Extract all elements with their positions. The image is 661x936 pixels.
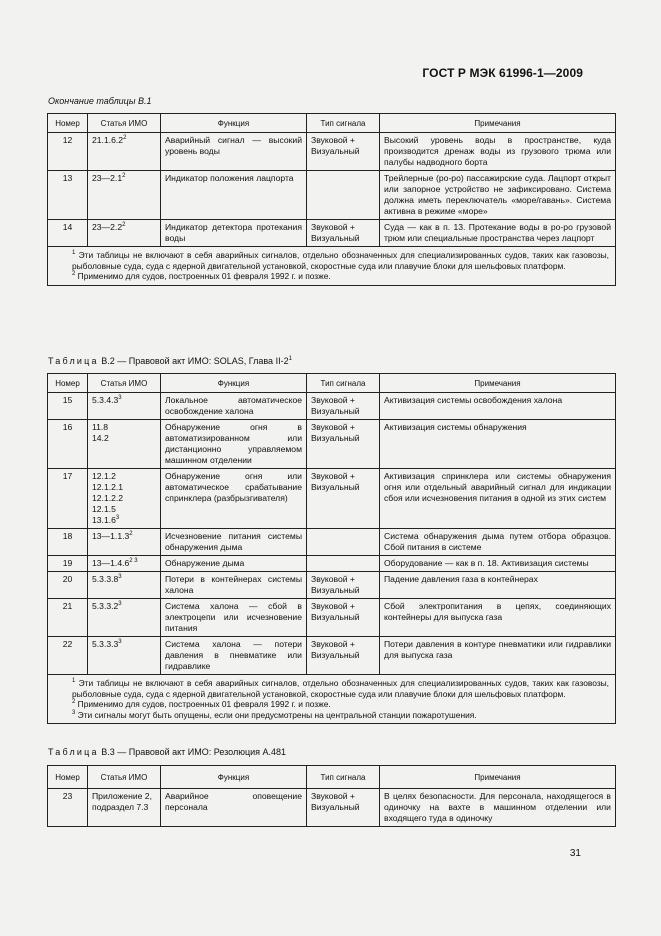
table-row (48, 529, 616, 556)
row-signal (307, 556, 380, 572)
row-signal: Звуковой + Визуальный (307, 393, 380, 420)
row-number: 15 (48, 393, 88, 420)
row-function: Обнаружение дыма (161, 556, 307, 572)
table-row (48, 393, 616, 420)
table-row (48, 599, 616, 637)
table-b3-caption: Таблица В.3 — Правовой акт ИМО: Резолюция А.481 (48, 747, 287, 757)
table-row (48, 420, 616, 469)
table-row (48, 789, 616, 827)
row-signal: Звуковой + Визуальный (307, 220, 380, 247)
table-b3 (47, 765, 616, 827)
row-signal: Звуковой + Визуальный (307, 789, 380, 827)
table-header-row (48, 114, 616, 133)
row-function: Потери в контейнерах системы халона (161, 572, 307, 599)
footnotes-row (48, 247, 616, 286)
row-article: 5.3.3.8$^3$ (88, 572, 161, 599)
row-article: 12.1.2 12.1.2.1 12.1.2.2 12.1.5 13.1.6$^3$ (88, 469, 161, 529)
col-header-number: Номер (48, 374, 88, 393)
table-row (48, 220, 616, 247)
table-row (48, 556, 616, 572)
row-signal: Звуковой + Визуальный (307, 599, 380, 637)
row-number: 16 (48, 420, 88, 469)
col-header-signal: Тип сигнала (307, 374, 380, 393)
row-article: 11.8 14.2 (88, 420, 161, 469)
table-row (48, 572, 616, 599)
footnotes (48, 675, 616, 724)
footnote-1: $^1$ Эти таблицы не включают в себя аварийных сигналов, отдельно обозначенных для специализированных судов, таких как газовозы, рыболовные суда, суда с ядерной двигательной установкой, скоростные суда или плавучие блоки для шельфовых платформ. (72, 678, 610, 699)
row-note: Активизация системы освобождения халона (380, 393, 616, 420)
row-note: Система обнаружения дыма путем отбора образцов. Сбой питания в системе (380, 529, 616, 556)
footnotes-row (48, 675, 616, 724)
col-header-function: Функция (161, 114, 307, 133)
col-header-signal: Тип сигнала (307, 766, 380, 789)
footnote-2: $^2$ Применимо для судов, построенных 01 февраля 1992 г. и позже. (72, 271, 331, 282)
row-article: 5.3.3.3$^3$ (88, 637, 161, 675)
table-row (48, 637, 616, 675)
row-signal (307, 529, 380, 556)
row-note: Оборудование — как в п. 18. Активизация системы (380, 556, 616, 572)
row-function: Локальное автоматическое освобождение халона (161, 393, 307, 420)
row-function: Индикатор детектора протекания воды (161, 220, 307, 247)
row-signal: Звуковой + Визуальный (307, 572, 380, 599)
row-article: Приложение 2, подраздел 7.3 (88, 789, 161, 827)
col-header-article: Статья ИМО (88, 114, 161, 133)
row-number: 14 (48, 220, 88, 247)
col-header-number: Номер (48, 766, 88, 789)
row-number: 18 (48, 529, 88, 556)
row-signal: Звуковой + Визуальный (307, 637, 380, 675)
row-article: 21.1.6.2$^2$ (88, 133, 161, 171)
row-number: 12 (48, 133, 88, 171)
row-article: 13—1.1.3$^2$ (88, 529, 161, 556)
footnote-3: $^3$ Эти сигналы могут быть опущены, если они предусмотрены на центральной станции пожаротушения. (72, 709, 477, 720)
row-article: $23—2.2^2$ (88, 220, 161, 247)
table-b1 (47, 113, 616, 286)
row-number: 21 (48, 599, 88, 637)
col-header-number: Номер (48, 114, 88, 133)
col-header-function: Функция (161, 374, 307, 393)
footnote-1: $^1$ Эти таблицы не включают в себя аварийных сигналов, отдельно обозначенных для специализированных судов, таких как газовозы, рыболовные суда, суда с ядерной двигательной установкой, скоростные суда или плавучие блоки для шельфовых платформ. (72, 250, 610, 271)
footnote-2: $^2$ Применимо для судов, построенных 01 февраля 1992 г. и позже. (72, 699, 331, 710)
row-article: $23—2.1^2$ (88, 171, 161, 220)
table-b2 (47, 373, 616, 724)
col-header-notes: Примечания (380, 114, 616, 133)
col-header-article: Статья ИМО (88, 374, 161, 393)
row-function: Аварийный сигнал — высокий уровень воды (161, 133, 307, 171)
col-header-notes: Примечания (380, 374, 616, 393)
row-note: Суда — как в п. 13. Протекание воды в ро-ро грузовой трюм или специальные пространства через лацпорт (380, 220, 616, 247)
row-note: Потери давления в контуре пневматики или гидравлики для выпуска газа (380, 637, 616, 675)
row-article: 5.3.3.2$^3$ (88, 599, 161, 637)
row-function: Исчезновение питания системы обнаружения дыма (161, 529, 307, 556)
table-row (48, 133, 616, 171)
row-note: В целях безопасности. Для персонала, находящегося в одиночку на вахте в машинном отделении или входящего туда в одиночку (380, 789, 616, 827)
table-row (48, 469, 616, 529)
row-number: 23 (48, 789, 88, 827)
col-header-article: Статья ИМО (88, 766, 161, 789)
col-header-signal: Тип сигнала (307, 114, 380, 133)
row-function: Система халона — сбой в электроцепи или исчезновение питания (161, 599, 307, 637)
row-article: 5.3.4.3$^3$ (88, 393, 161, 420)
row-function: Обнаружение огня или автоматическое срабатывание спринклера (разбрызгивателя) (161, 469, 307, 529)
row-function: Обнаружение огня в автоматизированном или дистанционно управляемом машинном отделении (161, 420, 307, 469)
document-code: ГОСТ Р МЭК 61996-1—2009 (422, 66, 583, 80)
page-number: 31 (569, 848, 581, 859)
table-b1-caption: Окончание таблицы В.1 (48, 96, 152, 106)
row-note: Активизация системы обнаружения (380, 420, 616, 469)
row-note: Падение давления газа в контейнерах (380, 572, 616, 599)
row-note: Активизация спринклера или системы обнаружения огня или отдельный аварийный сигнал для индикации сбоя или исчезновения питания в одной из этих систем (380, 469, 616, 529)
row-function: Индикатор положения лацпорта (161, 171, 307, 220)
row-number: 20 (48, 572, 88, 599)
row-function: Аварийное оповещение персонала (161, 789, 307, 827)
row-note: Сбой электропитания в цепях, соединяющих контейнеры для выпуска газа (380, 599, 616, 637)
table-row (48, 171, 616, 220)
row-number: 13 (48, 171, 88, 220)
table-header-row (48, 374, 616, 393)
table-b2-caption: Таблица В.2 — Правовой акт ИМО: SOLAS, Глава $II-2^1$ (48, 356, 292, 366)
row-function: Система халона — потери давления в пневматике или гидравлике (161, 637, 307, 675)
row-number: 22 (48, 637, 88, 675)
row-note: Трейлерные (ро-ро) пассажирские суда. Лацпорт открыт или запорное устройство не зафиксировано. Система должна иметь переключатель «море/гавань». Система активна в режиме «море» (380, 171, 616, 220)
table-header-row (48, 766, 616, 789)
row-signal: Звуковой + Визуальный (307, 133, 380, 171)
col-header-function: Функция (161, 766, 307, 789)
col-header-notes: Примечания (380, 766, 616, 789)
row-number: 19 (48, 556, 88, 572)
row-signal: Звуковой + Визуальный (307, 469, 380, 529)
row-signal (307, 171, 380, 220)
row-number: 17 (48, 469, 88, 529)
footnotes (48, 247, 616, 286)
row-note: Высокий уровень воды в пространстве, куда производится дренаж воды из грузового трюма или палубы надводного борта (380, 133, 616, 171)
row-signal: Звуковой + Визуальный (307, 420, 380, 469)
row-article: $13—1.4.6^{2 3}$ (88, 556, 161, 572)
